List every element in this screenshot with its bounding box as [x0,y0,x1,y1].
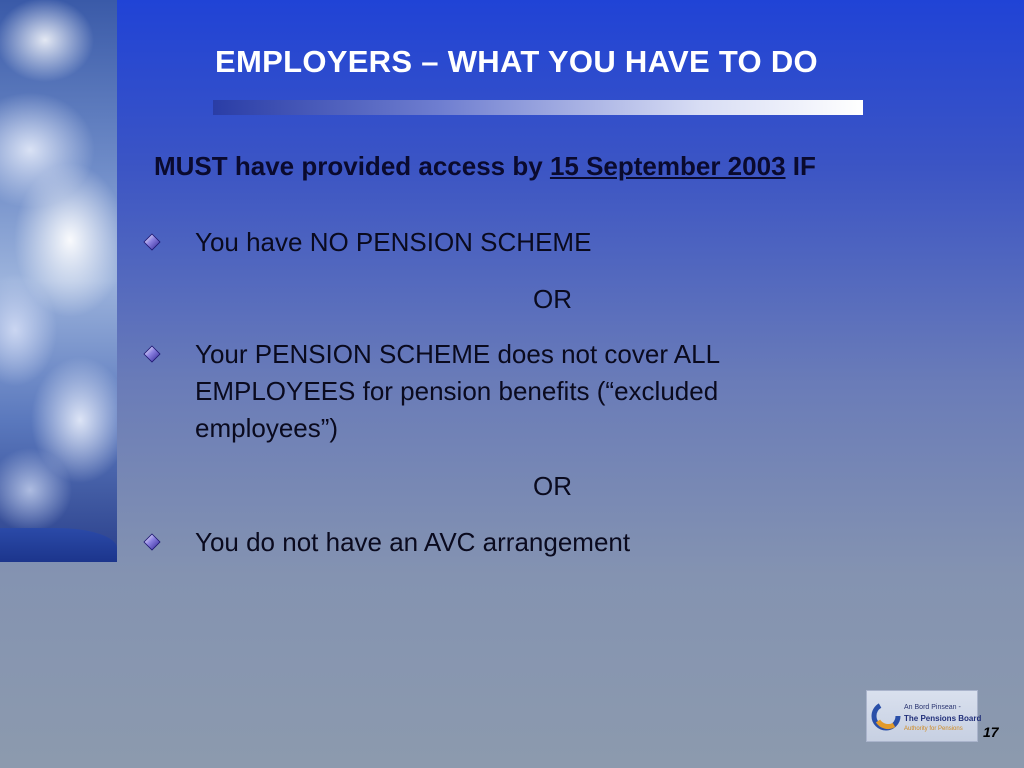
diamond-bullet-icon [143,233,161,251]
slide-title: EMPLOYERS – WHAT YOU HAVE TO DO [215,44,818,79]
subtitle-suffix: IF [785,151,816,181]
subtitle-prefix: MUST have provided access by [154,151,550,181]
bullet-item-3: You do not have an AVC arrangement [195,527,631,557]
title-underline-bar [213,100,863,115]
logo-line-2: The Pensions Board [904,714,982,723]
diamond-bullet-icon [143,345,161,363]
diamond-bullet-icon [143,533,161,551]
or-separator-1: OR [533,284,572,314]
bullet-item-1: You have NO PENSION SCHEME [195,227,592,257]
sky-cloud-image [0,0,117,562]
logo-line-1: An Bord Pinsean - [904,704,961,711]
slide-subtitle [154,151,816,182]
pensions-board-logo [866,690,982,742]
page-number: 17 [983,724,999,740]
sky-bottom-band [0,528,117,562]
pensions-board-logo-icon [869,699,903,733]
logo-line-3: Authority for Pensions [904,726,963,732]
subtitle-date: 15 September 2003 [549,151,786,181]
or-separator-2: OR [533,471,572,501]
bullet-item-2: Your PENSION SCHEME does not cover ALL EMPLOYEES for pension benefits (“excluded employees”) [195,339,720,443]
